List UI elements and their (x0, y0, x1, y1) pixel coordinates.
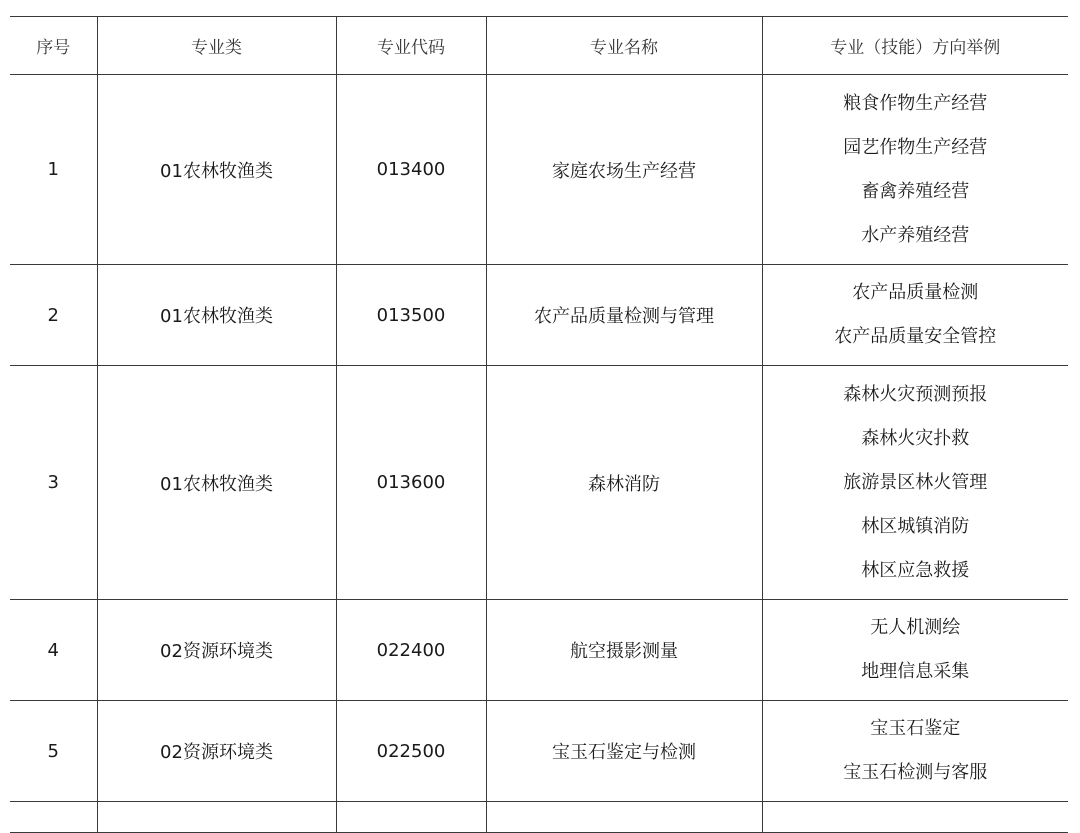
cell-code: 013400 (336, 75, 486, 265)
cell-empty (97, 802, 336, 833)
cell-name: 家庭农场生产经营 (486, 75, 762, 265)
direction-item: 林区城镇消防 (861, 515, 970, 537)
cell-empty (762, 802, 1068, 833)
direction-item: 畜禽养殖经营 (861, 180, 970, 202)
majors-table (10, 16, 1068, 833)
direction-item: 森林火灾扑救 (861, 427, 970, 449)
header-seq: 序号 (10, 17, 97, 75)
header-code: 专业代码 (336, 17, 486, 75)
direction-item: 农产品质量检测 (852, 282, 979, 303)
cell-directions (762, 701, 1068, 802)
header-directions: 专业（技能）方向举例 (762, 17, 1068, 75)
cell-name: 农产品质量检测与管理 (486, 265, 762, 366)
cell-seq: 4 (10, 600, 97, 701)
direction-item: 宝玉石鉴定 (870, 718, 961, 739)
cell-category: 02资源环境类 (97, 600, 336, 701)
cell-directions (762, 75, 1068, 265)
cell-code: 022500 (336, 701, 486, 802)
direction-item: 林区应急救援 (861, 559, 970, 581)
cell-category: 01农林牧渔类 (97, 366, 336, 600)
header-row (10, 17, 1068, 75)
cell-category: 01农林牧渔类 (97, 75, 336, 265)
cell-directions (762, 366, 1068, 600)
cell-name: 宝玉石鉴定与检测 (486, 701, 762, 802)
table-row (10, 75, 1068, 265)
table-row (10, 701, 1068, 802)
direction-item: 农产品质量安全管控 (834, 326, 997, 347)
cell-code: 013500 (336, 265, 486, 366)
cell-empty (486, 802, 762, 833)
cell-category: 02资源环境类 (97, 701, 336, 802)
cell-seq: 2 (10, 265, 97, 366)
cell-directions (762, 265, 1068, 366)
cell-directions (762, 600, 1068, 701)
table-row (10, 600, 1068, 701)
table-row (10, 265, 1068, 366)
direction-item: 森林火灾预测预报 (843, 383, 988, 405)
cell-category: 01农林牧渔类 (97, 265, 336, 366)
direction-item: 宝玉石检测与客服 (843, 762, 988, 783)
direction-item: 无人机测绘 (870, 617, 961, 638)
cell-name: 森林消防 (486, 366, 762, 600)
header-category: 专业类 (97, 17, 336, 75)
cell-name: 航空摄影测量 (486, 600, 762, 701)
table-row-partial (10, 802, 1068, 833)
cell-seq: 1 (10, 75, 97, 265)
cell-code: 013600 (336, 366, 486, 600)
direction-item: 旅游景区林火管理 (843, 471, 988, 493)
cell-empty (10, 802, 97, 833)
table-row (10, 366, 1068, 600)
direction-item: 水产养殖经营 (861, 224, 970, 246)
header-name: 专业名称 (486, 17, 762, 75)
cell-seq: 3 (10, 366, 97, 600)
direction-item: 地理信息采集 (861, 661, 970, 682)
direction-item: 粮食作物生产经营 (843, 92, 988, 114)
cell-seq: 5 (10, 701, 97, 802)
direction-item: 园艺作物生产经营 (843, 136, 988, 158)
cell-empty (336, 802, 486, 833)
cell-code: 022400 (336, 600, 486, 701)
